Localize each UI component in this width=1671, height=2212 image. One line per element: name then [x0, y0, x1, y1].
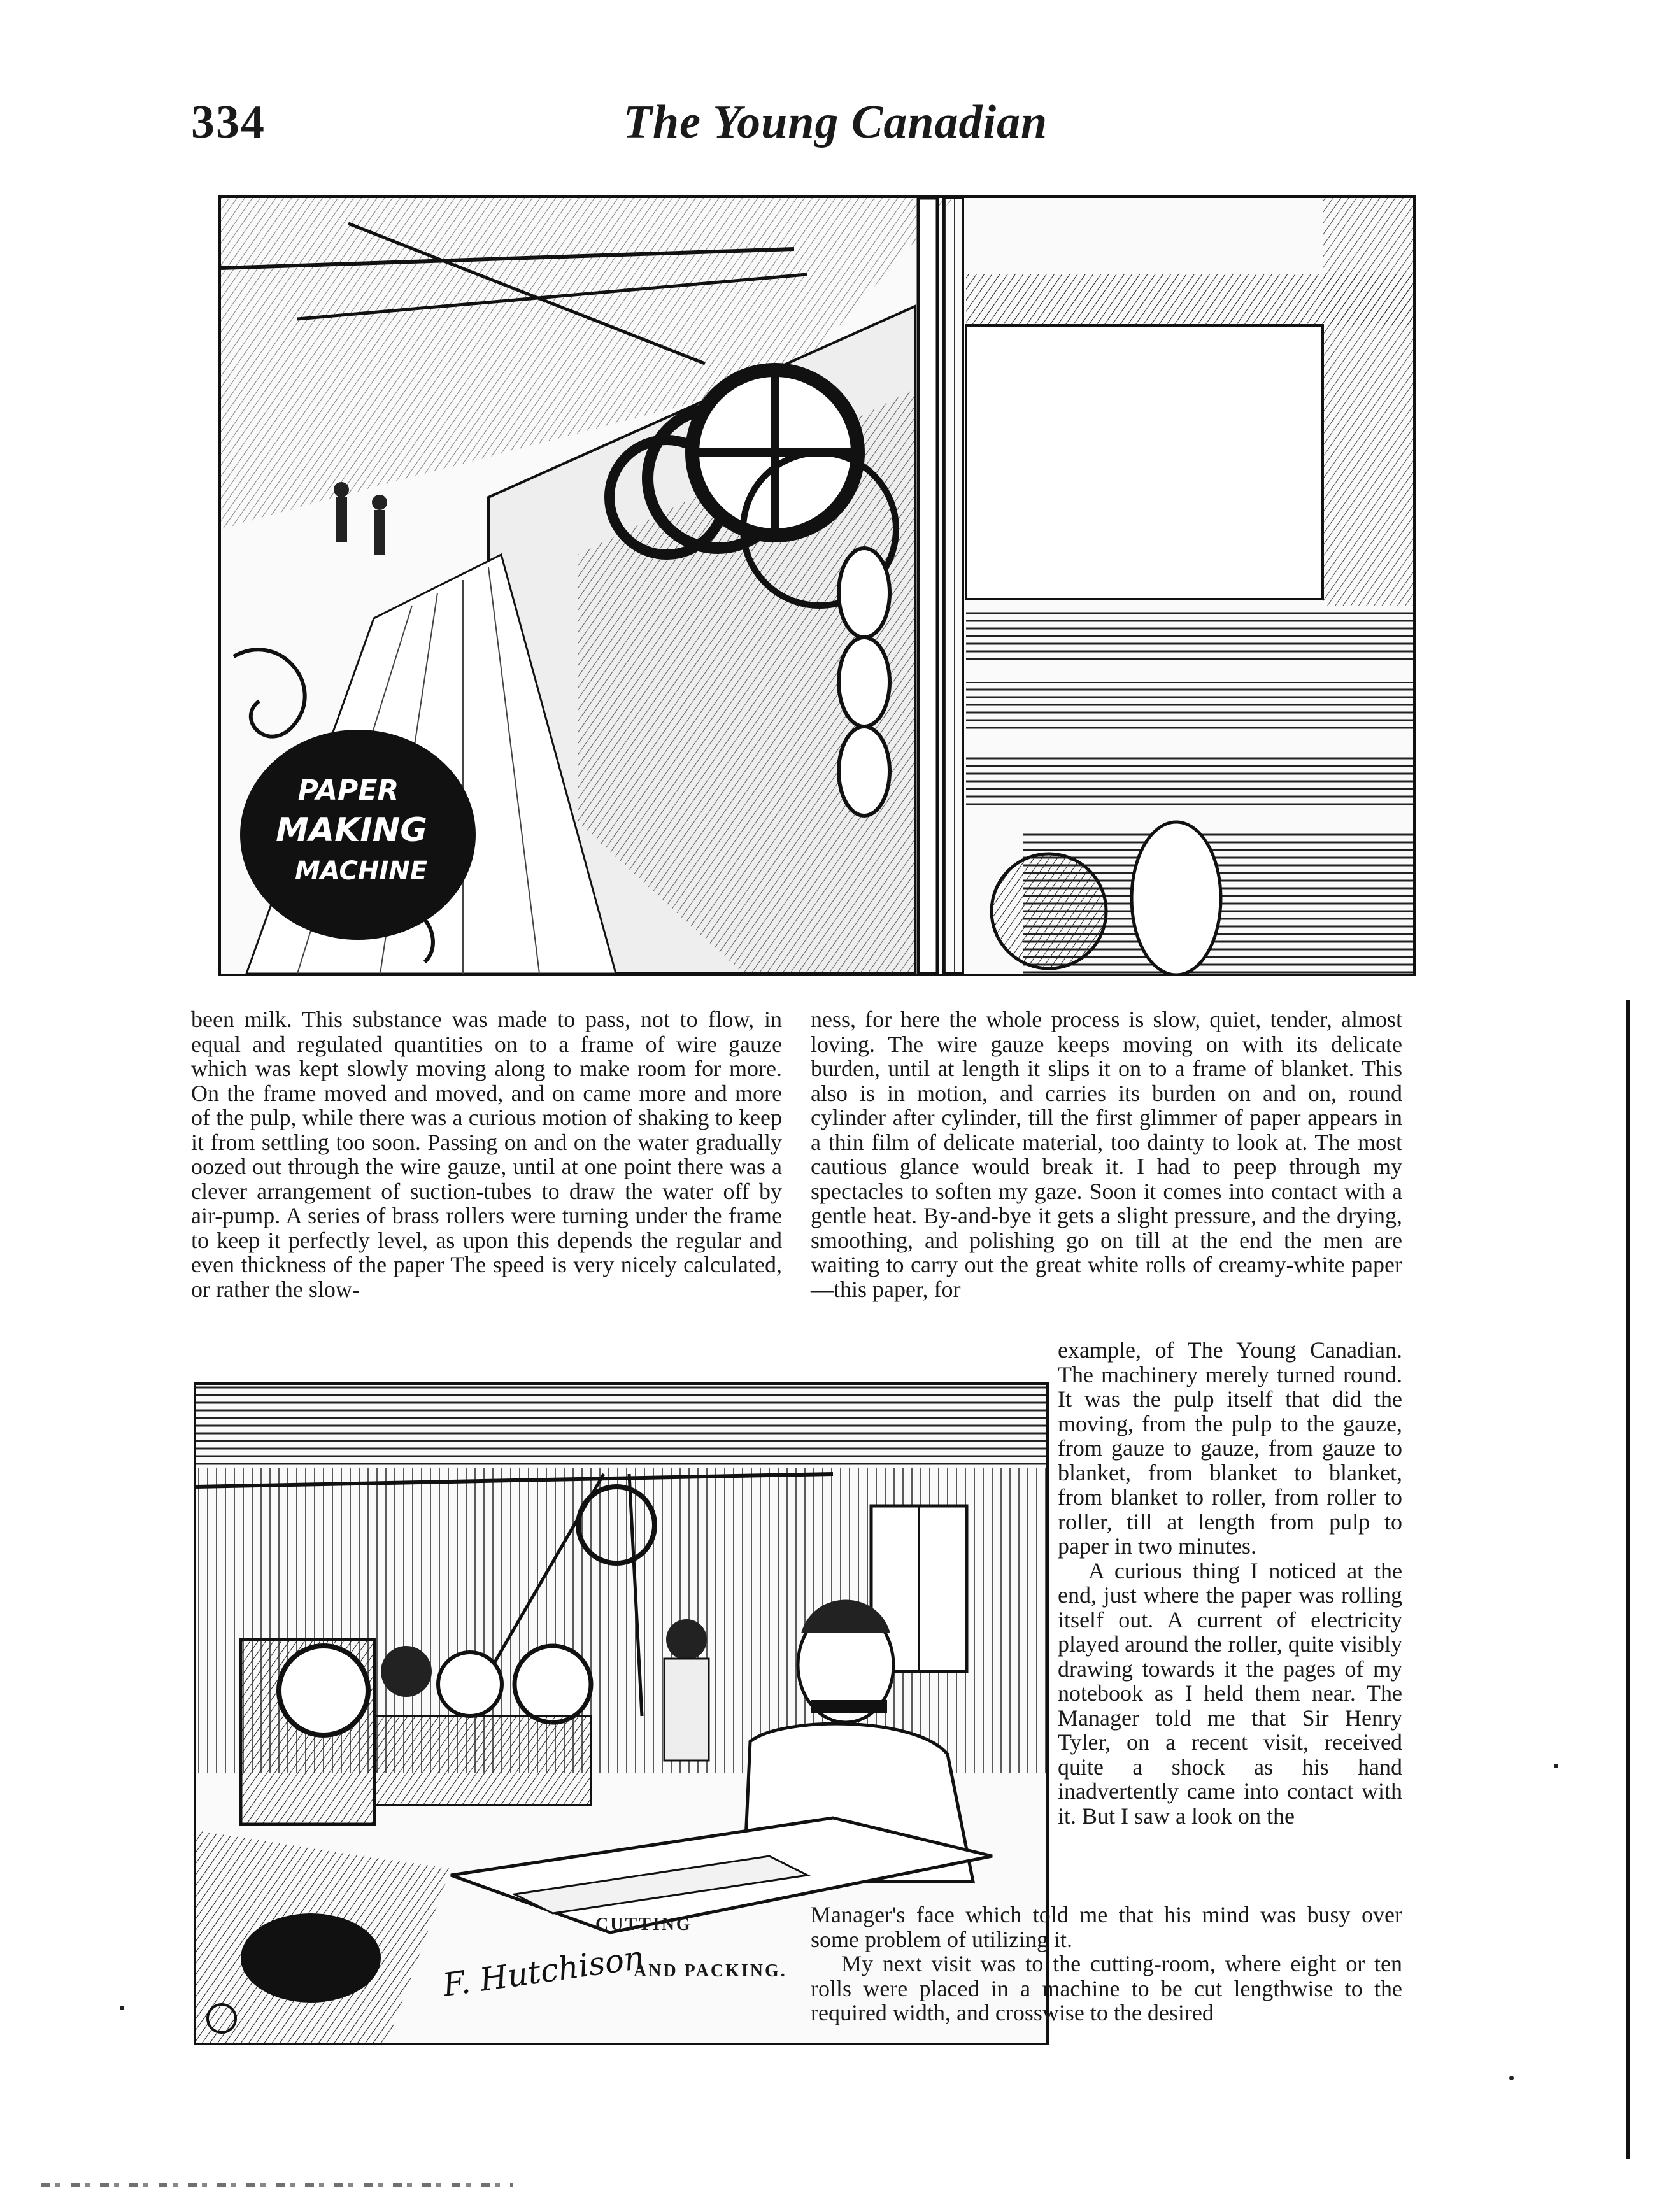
- scan-speck: [120, 2006, 124, 2010]
- right-column-text-bottom: [811, 1903, 1402, 2025]
- paragraph: been milk. This substance was made to pass, not to flow, in equal and regulated quantities on to a frame of wire gauze which was kept slowly moving along to make room for more. On the frame moved and moved, and on came more and more of the pulp, while there was a curious motion of shaking to keep it from settling too soon. Passing on and on the water gradually oozed out through the wire gauze, until at one point there was a clever arrangement of suction-tubes to draw the water off by air-pump. A series of brass rollers were turning under the frame to keep it perfectly level, as upon this depends the regular and even thickness of the paper The speed is very nicely calculated, or rather the slow-: [191, 1007, 782, 1302]
- illustration-caption-line-1: CUTTING: [595, 1915, 692, 1934]
- scan-speck: [1509, 2076, 1514, 2080]
- artist-signature: F. Hutchison: [440, 1939, 647, 2004]
- label-machine: MACHINE: [294, 856, 428, 886]
- scan-margin-bar: [1626, 1000, 1630, 2159]
- page-header: [0, 0, 1671, 166]
- scan-noise-strip: [41, 2183, 513, 2187]
- paragraph: A curious thing I noticed at the end, just where the paper was rolling itself out. A current of electricity played around the roller, quite visibly drawing towards it the pages of my notebook as I held them near. The Manager told me that Sir Henry Tyler, on a recent visit, received quite a shock as his hand inadvertently came into contact with it. But I saw a look on the: [1058, 1557, 1402, 1829]
- illustration-caption-line-2: AND PACKING.: [634, 1961, 787, 1981]
- page-number: 334: [191, 96, 266, 148]
- paragraph: ness, for here the whole process is slow, quiet, tender, almost loving. The wire gauze keeps moving on with its delicate burden, until at length it slips it on to a frame of blanket. This also is in motion, and carries its burden on and on, round cylinder after cylinder, till the first glimmer of paper appears in a thin film of delicate material, too dainty to look at. The most cautious glance would break it. I had to peep through my spectacles to soften my gaze. Soon it comes into contact with a gentle heat. By-and-bye it gets a slight pressure, and the drying, smoothing, and polishing go on till at the end the men are waiting to carry out the great white rolls of creamy-white paper—this paper, for: [811, 1007, 1402, 1302]
- paper-making-machine-illustration: [218, 195, 1416, 976]
- paragraph: My next visit was to the cutting-room, where eight or ten rolls were placed in a machine to be cut lengthwise to the required width, and crosswise to the desired: [811, 1951, 1402, 2025]
- paragraph: Manager's face which told me that his mind was busy over some problem of utilizing it.: [811, 1902, 1402, 1952]
- paragraph: example, of The Young Canadian. The machinery merely turned round. It was the pulp itself that did the moving, from the pulp to the gauze, from gauze to gauze, from gauze to blanket, from blanket to blanket, from blanket to roller, from roller to roller, till at length from pulp to paper in two minutes.: [1058, 1337, 1402, 1559]
- journal-title: The Young Canadian: [623, 96, 1048, 148]
- label-making: MAKING: [276, 811, 427, 849]
- right-column-text-top: [811, 1007, 1402, 1301]
- left-column-text: [191, 1007, 782, 1301]
- paper-machine-engraving: [221, 198, 1413, 974]
- scan-speck: [1554, 1764, 1558, 1768]
- right-column-text-wrap: [1058, 1338, 1402, 1828]
- label-paper: PAPER: [297, 774, 399, 807]
